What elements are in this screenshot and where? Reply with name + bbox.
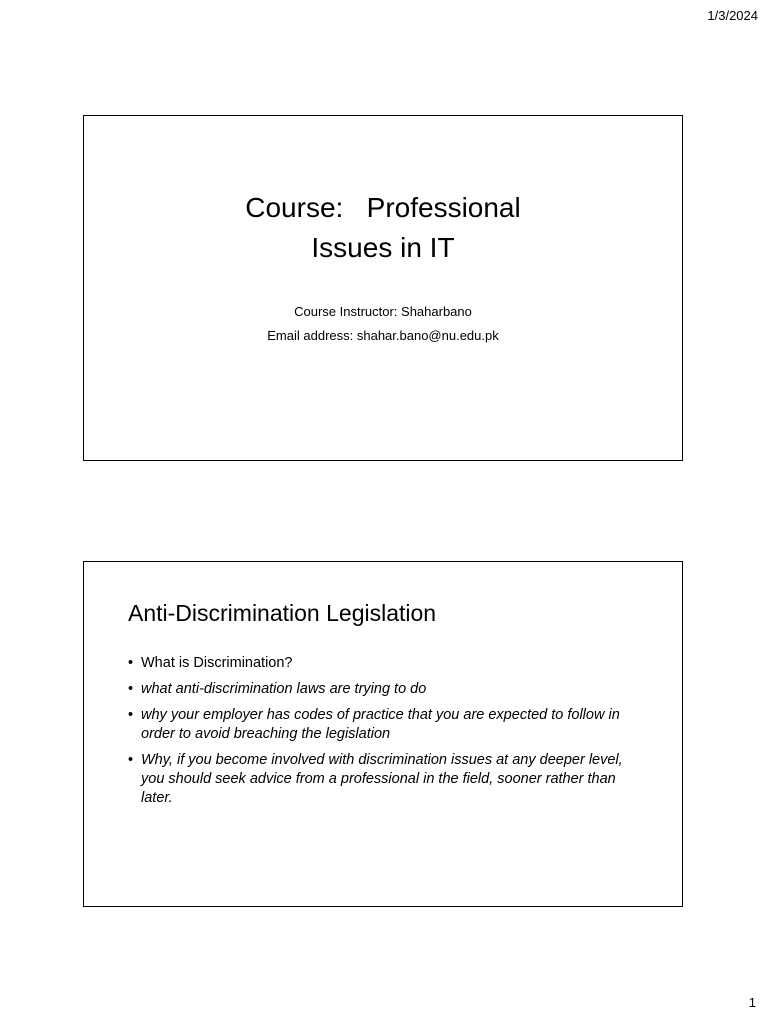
slide-heading: Anti-Discrimination Legislation bbox=[128, 600, 437, 626]
bullet-dot: • bbox=[128, 707, 134, 723]
bullet-text: what anti-discrimination laws are trying to do bbox=[141, 681, 427, 697]
title-line-1: Course: Professional bbox=[245, 192, 521, 223]
bullet-dot: • bbox=[128, 681, 134, 697]
bullet-item bbox=[128, 751, 638, 808]
slide-anti-discrimination bbox=[83, 561, 683, 907]
bullet-item bbox=[128, 706, 638, 744]
page-date: 1/3/2024 bbox=[707, 8, 758, 23]
page-number: 1 bbox=[748, 995, 756, 1010]
slide-title-text bbox=[84, 188, 682, 268]
bullet-dot: • bbox=[128, 655, 134, 671]
bullet-item bbox=[128, 680, 638, 699]
bullet-list bbox=[128, 654, 638, 815]
bullet-text: What is Discrimination? bbox=[141, 655, 293, 671]
slide-title bbox=[83, 115, 683, 461]
bullet-dot: • bbox=[128, 752, 134, 768]
slide-subtitle bbox=[84, 300, 682, 348]
email-line: Email address: shahar.bano@nu.edu.pk bbox=[267, 328, 499, 343]
title-line-2: Issues in IT bbox=[311, 232, 455, 263]
bullet-text: why your employer has codes of practice that you are expected to follow in order to avoid breaching the legislation bbox=[141, 707, 620, 742]
bullet-text: Why, if you become involved with discrimination issues at any deeper level, you should seek advice from a professional in the field, sooner rather than later. bbox=[141, 752, 623, 806]
bullet-item bbox=[128, 654, 638, 673]
instructor-line: Course Instructor: Shaharbano bbox=[294, 304, 472, 319]
